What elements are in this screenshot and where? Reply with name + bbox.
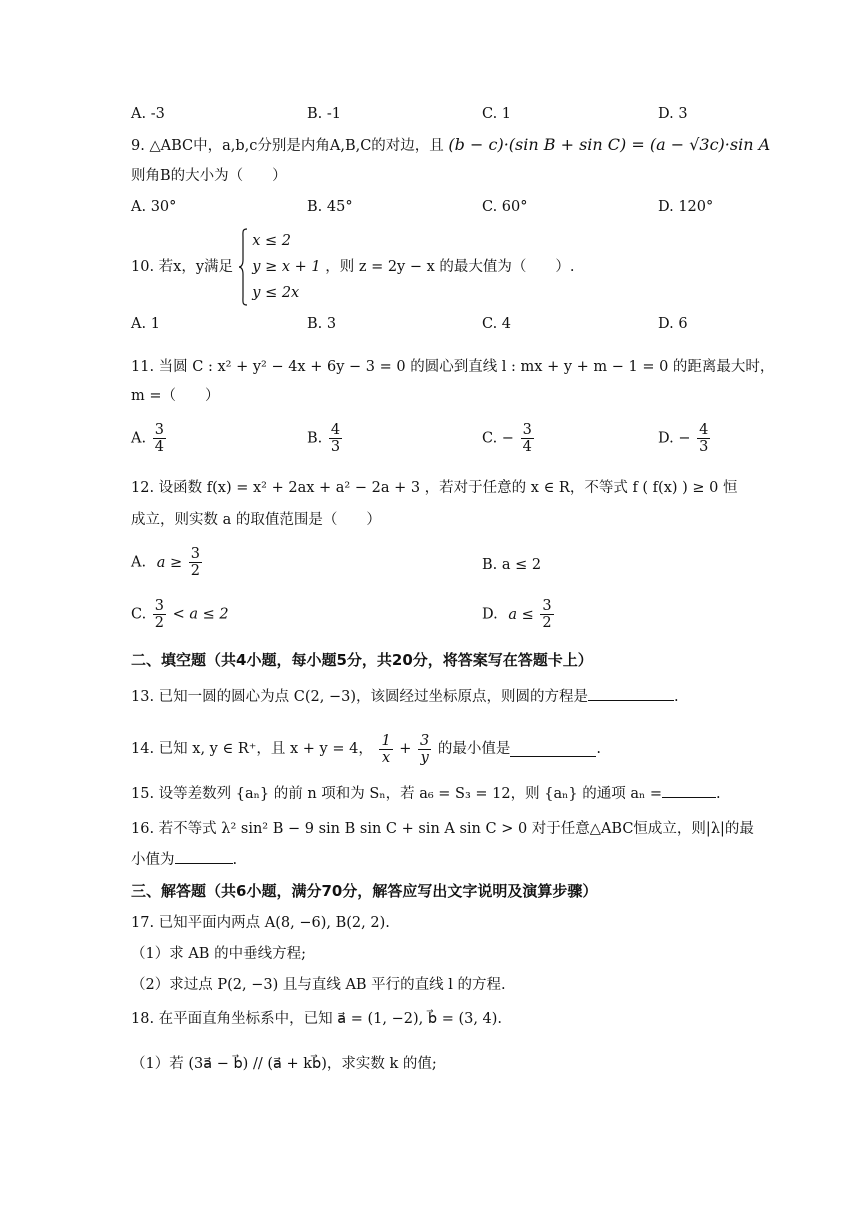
section-heading-fill-in: 二、填空题（共4小题，每小题5分，共20分，将答案写在答题卡上） (131, 651, 593, 669)
q13-stem: 13. 已知一圆的圆心为点 C(2, −3)，该圆经过坐标原点，则圆的方程是 . (131, 686, 679, 707)
fraction: $\frac{3}{4}$ (154, 422, 164, 455)
q12-option-b: B. a ≤ 2 (482, 557, 542, 573)
q9-stem-line2: 则角B的大小为（ ） (131, 168, 287, 184)
answer-blank (510, 742, 596, 757)
fraction: $\frac{3}{y}$ (420, 732, 430, 766)
q9-formula: (b − c)·(sin B + sin C) = (a − √3c)·sin A (448, 135, 771, 154)
q10-option-d: D. 6 (658, 316, 688, 332)
answer-blank (588, 686, 674, 701)
q18-part1: （1）若 (3a⃗ − b⃗) // (a⃗ + kb⃗)，求实数 k 的值; (131, 1056, 437, 1072)
answer-blank (662, 783, 716, 798)
q10-constraints (252, 228, 320, 306)
q15-stem: 15. 设等差数列 {aₙ} 的前 n 项和为 Sₙ，若 a₆ = S₃ = 12，则 {aₙ} 的通项 aₙ = . (131, 783, 721, 804)
q11-option-c: C. − $\frac{3}{4}$ (482, 422, 532, 455)
q8-option-a: A. -3 (131, 106, 165, 122)
q10-constraint: x ≤ 2 (252, 233, 292, 249)
fraction: $\frac{3}{2}$ (154, 598, 165, 631)
q8-option-b: B. -1 (307, 106, 341, 122)
q9-number: 9. (131, 138, 145, 154)
q17-part1: （1）求 AB 的中垂线方程; (131, 946, 306, 962)
q17-stem: 17. 已知平面内两点 A(8, −6), B(2, 2). (131, 915, 390, 931)
fraction: $\frac{3}{2}$ (190, 546, 200, 579)
q12-stem: 12. 设函数 f(x) = x² + 2ax + a² − 2a + 3 ，若对于任意的 x ∈ R，不等式 f ( f(x) ) ≥ 0 恒 (131, 480, 738, 496)
q9-option-b: B. 45° (307, 199, 353, 215)
q9-option-d: D. 120° (658, 199, 714, 215)
q9-option-c: C. 60° (482, 199, 528, 215)
q10-constraint: y ≤ 2x (252, 285, 300, 301)
q11-stem-line2: m =（ ） (131, 388, 220, 404)
fraction: $\frac{3}{4}$ (522, 422, 532, 455)
q18-stem: 18. 在平面直角坐标系中，已知 a⃗ = (1, −2), b⃗ = (3, 4). (131, 1011, 503, 1027)
q10-option-b: B. 3 (307, 316, 337, 332)
q12-option-c: C. $\frac{3}{2}$ < a ≤ 2 (131, 598, 229, 631)
q12-option-d: D. a ≤ $\frac{3}{2}$ (482, 598, 552, 631)
brace-icon (238, 228, 248, 306)
q11-option-b: B. $\frac{4}{3}$ (307, 422, 341, 455)
q8-option-c: C. 1 (482, 106, 512, 122)
q10-prefix: 10. 若x，y满足 (131, 259, 234, 275)
q9-option-a: A. 30° (131, 199, 177, 215)
fraction: $\frac{4}{3}$ (699, 422, 709, 455)
q9-text: △ABC中，a,b,c分别是内角A,B,C的对边，且 (149, 138, 444, 154)
answer-blank (175, 849, 233, 864)
q10-option-a: A. 1 (131, 316, 160, 332)
q10-suffix: ，则 z = 2y − x 的最大值为（ ）. (325, 259, 575, 275)
section-heading-solve: 三、解答题（共6小题，满分70分，解答应写出文字说明及演算步骤） (131, 882, 598, 900)
q16-stem-line2: 小值为 . (131, 849, 237, 870)
q10-constraint: y ≥ x + 1 (252, 259, 321, 275)
q11-option-d: D. − $\frac{4}{3}$ (658, 422, 709, 455)
q12-stem-line2: 成立，则实数 a 的取值范围是（ ） (131, 512, 381, 528)
q8-option-d: D. 3 (658, 106, 688, 122)
q10-option-c: C. 4 (482, 316, 512, 332)
q10-stem (131, 228, 575, 306)
q16-stem: 16. 若不等式 λ² sin² B − 9 sin B sin C + sin A sin C > 0 对于任意△ABC恒成立，则|λ|的最 (131, 821, 754, 837)
q14-stem: 14. 已知 x, y ∈ R⁺，且 x + y = 4， $\frac{1}{x}$ + $\frac{3}{y}$ 的最小值是 . (131, 732, 601, 766)
q9-stem (131, 135, 770, 156)
q11-option-a: A. $\frac{3}{4}$ (131, 422, 164, 455)
q12-option-a: A. a ≥ $\frac{3}{2}$ (131, 546, 200, 579)
q11-stem: 11. 当圆 C : x² + y² − 4x + 6y − 3 = 0 的圆心到直线 l : mx + y + m − 1 = 0 的距离最大时， (131, 359, 775, 375)
fraction: $\frac{1}{x}$ (381, 732, 391, 766)
fraction: $\frac{3}{2}$ (542, 598, 552, 631)
fraction: $\frac{4}{3}$ (330, 422, 341, 455)
q17-part2: （2）求过点 P(2, −3) 且与直线 AB 平行的直线 l 的方程. (131, 977, 506, 993)
